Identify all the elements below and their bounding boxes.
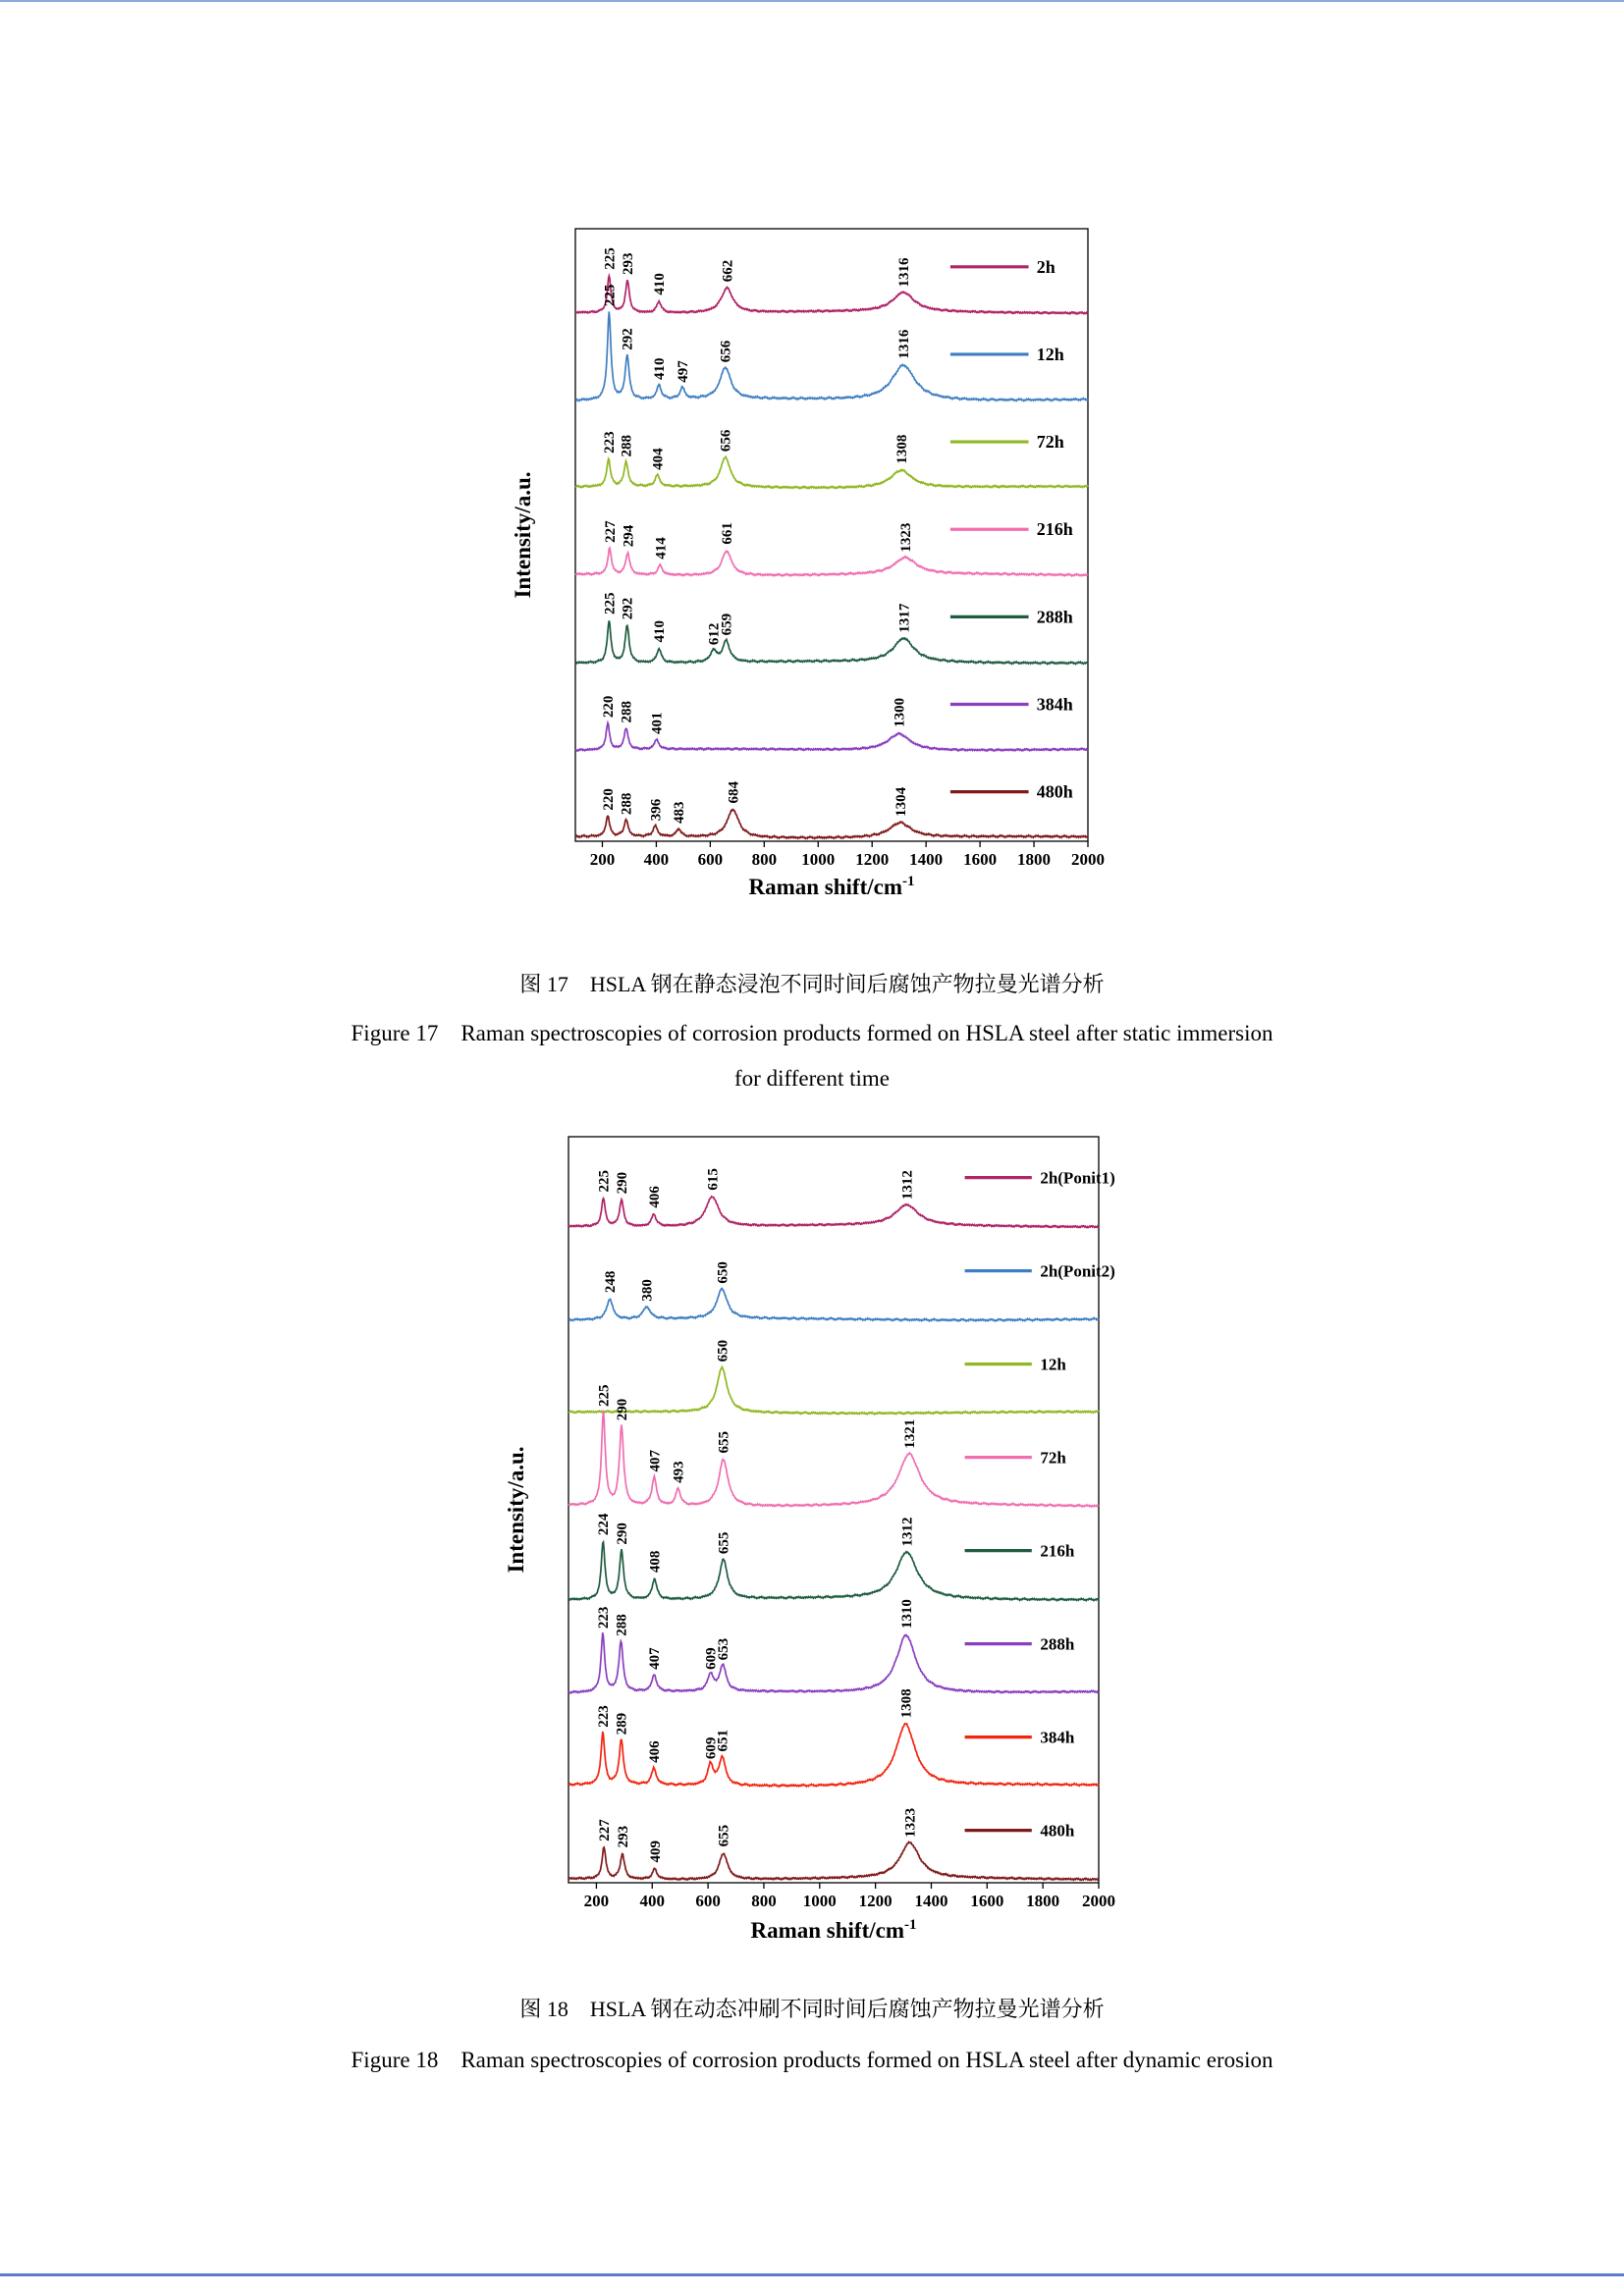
peak-label: 609 bbox=[703, 1647, 720, 1670]
peak-label: 404 bbox=[650, 448, 667, 470]
peak-label: 662 bbox=[720, 259, 736, 283]
peak-label: 220 bbox=[600, 695, 617, 719]
x-tick-label: 200 bbox=[583, 1892, 610, 1910]
legend-label: 384h bbox=[1036, 694, 1073, 715]
peak-label: 1323 bbox=[902, 1807, 919, 1838]
x-tick-label: 2000 bbox=[1071, 850, 1105, 869]
peak-label: 1321 bbox=[902, 1418, 919, 1449]
peak-label: 408 bbox=[647, 1550, 664, 1574]
x-tick-label: 800 bbox=[751, 1892, 777, 1910]
peak-label: 290 bbox=[615, 1171, 630, 1195]
peak-label: 493 bbox=[671, 1461, 687, 1483]
peak-label: 225 bbox=[596, 1170, 613, 1193]
peak-label: 650 bbox=[715, 1339, 731, 1362]
legend-label: 72h bbox=[1040, 1448, 1066, 1468]
peak-label: 1304 bbox=[893, 786, 909, 817]
peak-label: 659 bbox=[719, 613, 735, 636]
peak-label: 1312 bbox=[899, 1517, 916, 1547]
legend-label: 2h(Ponit1) bbox=[1040, 1168, 1115, 1188]
peak-label: 223 bbox=[595, 1606, 612, 1629]
peak-label: 288 bbox=[614, 1614, 630, 1636]
legend-label: 12h bbox=[1040, 1355, 1066, 1374]
peak-label: 290 bbox=[615, 1398, 630, 1421]
figure18-raman-chart bbox=[427, 1109, 1232, 1953]
peak-label: 294 bbox=[621, 524, 637, 548]
x-tick-label: 1800 bbox=[1017, 850, 1052, 869]
peak-label: 609 bbox=[703, 1736, 720, 1760]
peak-label: 224 bbox=[596, 1513, 613, 1536]
x-tick-label: 200 bbox=[589, 850, 616, 869]
peak-label: 223 bbox=[601, 431, 618, 454]
x-tick-label: 400 bbox=[643, 850, 670, 869]
plot-border bbox=[568, 1137, 1099, 1883]
peak-label: 655 bbox=[716, 1431, 732, 1454]
peak-label: 653 bbox=[716, 1637, 732, 1661]
peak-label: 406 bbox=[646, 1186, 663, 1208]
x-tick-label: 1600 bbox=[970, 1892, 1004, 1910]
peak-label: 410 bbox=[652, 273, 669, 295]
peak-label: 227 bbox=[597, 1819, 614, 1842]
peak-label: 655 bbox=[716, 1531, 732, 1555]
x-tick-label: 1000 bbox=[801, 850, 836, 869]
peak-label: 407 bbox=[647, 1450, 664, 1472]
peak-label: 288 bbox=[619, 700, 635, 723]
peak-label: 1323 bbox=[898, 522, 915, 553]
x-tick-label: 1200 bbox=[858, 1892, 893, 1910]
x-tick-label: 1000 bbox=[802, 1892, 837, 1910]
peak-label: 406 bbox=[646, 1740, 663, 1763]
peak-label: 410 bbox=[652, 619, 669, 643]
peak-label: 651 bbox=[715, 1730, 731, 1752]
peak-label: 656 bbox=[718, 429, 734, 453]
peak-label: 656 bbox=[718, 340, 734, 363]
peak-label: 225 bbox=[602, 284, 619, 307]
peak-label: 248 bbox=[603, 1270, 620, 1294]
peak-label: 225 bbox=[602, 592, 619, 614]
figure17-caption-zh: 图 17 HSLA 钢在静态浸泡不同时间后腐蚀产物拉曼光谱分析 bbox=[519, 972, 1105, 996]
y-axis-title: Intensity/a.u. bbox=[504, 1446, 528, 1574]
figure18-caption-en: Figure 18 Raman spectroscopies of corrosion products formed on HSLA steel after dynamic erosion bbox=[351, 2048, 1273, 2072]
peak-label: 220 bbox=[600, 788, 617, 811]
figure17-caption-en: Figure 17 Raman spectroscopies of corrosion products formed on HSLA steel after static immersion bbox=[351, 1021, 1273, 1045]
peak-label: 684 bbox=[726, 780, 742, 804]
peak-label: 225 bbox=[596, 1384, 613, 1407]
peak-label: 661 bbox=[720, 522, 736, 545]
peak-label: 1316 bbox=[896, 257, 913, 288]
figure17-raman-chart bbox=[432, 201, 1208, 957]
x-tick-label: 1200 bbox=[855, 850, 890, 869]
peak-label: 1308 bbox=[893, 434, 910, 464]
x-tick-label: 600 bbox=[695, 1892, 721, 1910]
peak-label: 1317 bbox=[896, 603, 913, 633]
peak-label: 410 bbox=[652, 357, 669, 381]
x-tick-label: 400 bbox=[639, 1892, 666, 1910]
peak-label: 1308 bbox=[898, 1688, 915, 1719]
peak-label: 380 bbox=[639, 1279, 656, 1302]
peak-label: 288 bbox=[619, 792, 635, 816]
peak-label: 289 bbox=[614, 1712, 630, 1735]
x-tick-label: 1400 bbox=[914, 1892, 948, 1910]
x-axis-title: Raman shift/$cm^{-1}$ bbox=[750, 1917, 917, 1943]
x-tick-label: 1800 bbox=[1026, 1892, 1060, 1910]
x-tick-label: 600 bbox=[697, 850, 724, 869]
peak-label: 407 bbox=[647, 1647, 664, 1670]
y-axis-title: Intensity/a.u. bbox=[511, 471, 535, 599]
figure18-caption-zh: 图 18 HSLA 钢在动态冲刷不同时间后腐蚀产物拉曼光谱分析 bbox=[519, 1997, 1105, 2021]
peak-label: 615 bbox=[705, 1168, 722, 1191]
spectrum-line-12h bbox=[568, 1367, 1099, 1415]
figure17-caption-en-line2: for different time bbox=[734, 1066, 890, 1091]
peak-label: 655 bbox=[716, 1824, 732, 1847]
x-tick-label: 1400 bbox=[909, 850, 944, 869]
peak-label: 290 bbox=[615, 1522, 630, 1545]
peak-label: 1316 bbox=[896, 329, 913, 359]
legend-label: 216h bbox=[1040, 1541, 1075, 1561]
peak-label: 612 bbox=[706, 622, 723, 646]
peak-label: 293 bbox=[615, 1825, 631, 1848]
x-tick-label: 2000 bbox=[1082, 1892, 1115, 1910]
peak-label: 223 bbox=[595, 1705, 612, 1728]
page-bottom-rule bbox=[0, 2273, 1624, 2276]
legend-label: 72h bbox=[1036, 432, 1064, 453]
legend-label: 216h bbox=[1036, 519, 1073, 540]
peak-label: 292 bbox=[620, 597, 636, 620]
peak-label: 225 bbox=[602, 247, 619, 270]
peak-label: 409 bbox=[647, 1841, 664, 1863]
peak-label: 396 bbox=[648, 798, 665, 822]
peak-label: 414 bbox=[653, 537, 670, 560]
legend-label: 12h bbox=[1036, 344, 1064, 364]
legend-label: 288h bbox=[1040, 1634, 1075, 1654]
peak-label: 293 bbox=[621, 252, 637, 276]
peak-label: 401 bbox=[649, 712, 666, 735]
peak-label: 288 bbox=[619, 434, 635, 457]
peak-label: 292 bbox=[620, 328, 636, 350]
x-axis-title: Raman shift/$cm^{-1}$ bbox=[748, 874, 915, 899]
peak-label: 1300 bbox=[892, 697, 908, 727]
legend-label: 2h(Ponit2) bbox=[1040, 1261, 1115, 1281]
x-tick-label: 800 bbox=[751, 850, 778, 869]
x-tick-label: 1600 bbox=[963, 850, 998, 869]
peak-label: 497 bbox=[676, 360, 692, 383]
legend-label: 288h bbox=[1036, 607, 1073, 627]
peak-label: 1312 bbox=[899, 1170, 916, 1201]
peak-label: 1310 bbox=[898, 1599, 915, 1629]
peak-label: 227 bbox=[602, 520, 619, 543]
legend-label: 480h bbox=[1040, 1821, 1075, 1841]
legend-label: 384h bbox=[1040, 1728, 1075, 1747]
peak-label: 483 bbox=[672, 801, 688, 824]
spectrum-line-12h bbox=[575, 312, 1088, 401]
page-top-rule bbox=[0, 0, 1624, 2]
legend-label: 2h bbox=[1036, 256, 1056, 277]
legend-label: 480h bbox=[1036, 781, 1073, 802]
peak-label: 650 bbox=[715, 1261, 731, 1284]
